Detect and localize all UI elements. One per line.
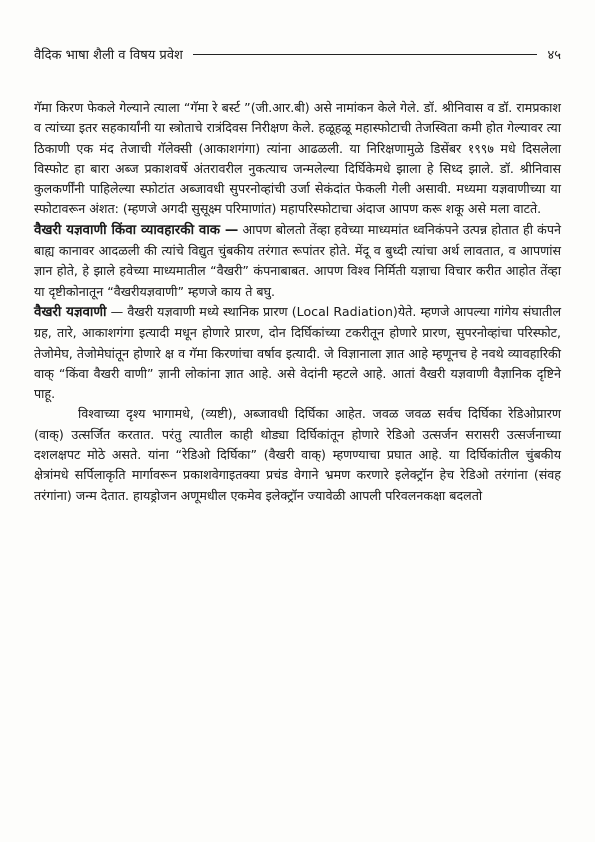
header-title: वैदिक भाषा शैली व विषय प्रवेश [34,48,183,63]
page-number: ४५ [547,48,561,63]
page-body [34,98,561,506]
paragraph-3 [34,302,561,404]
paragraph-2 [34,220,561,302]
paragraph-2-heading: वैखरी यज्ञवाणी किंवा व्यावहारकी वाक — [34,222,239,238]
running-header [34,44,561,64]
paragraph-1: गॅमा किरण फेकले गेल्याने त्याला “गॅमा रे बर्स्ट ”(जी.आर.बी) असे नामांकन केले गेले. डॉ. श्रीनिवास व डॉ. रामप्रकाश व त्यांच्या इतर सहकार्यांनी या स्त्रोताचे रात्रंदिवस निरीक्षण केले. हळूहळू महास्फोटाची तेजस्विता कमी होत गेल्यावर त्या ठिकाणी एक मंद तेजाची गॅलेक्सी (आकाशगंगा) त्यांना आढळली. या निरिक्षणामुळे डिसेंबर १९९७ मधे दिसलेला विस्फोट हा बारा अब्ज प्रकाशवर्षे अंतरावरील नुकत्याच जन्मलेल्या दिर्घिकेमधे झाला हे सिध्द झाले. डॉ. श्रीनिवास कुलकर्णींनी पाहिलेल्या स्फोटांत अब्जावधी सुपरनोव्हांची उर्जा सेकंदांत फेकली गेली असावी. मध्यमा यज्ञवाणीच्या या स्फोटावरून अंशत: (म्हणजे अगदी सुसूक्ष्म परिमाणांत) महापरिस्फोटाचा अंदाज आपण करू शकू असे मला वाटते. [34,100,561,217]
paragraph-2-text: आपण बोलतो तेंव्हा हवेच्या माध्यमांत ध्वनिकंपने उत्पन्न होतात ही कंपने बाह्य कानावर आदळली की त्यांचे विद्युत चुंबकीय तरंगात रूपांतर होते. मेंदू व बुध्दी त्यांचा अर्थ लावतात, व आपणांस ज्ञान होते, हे झाले हवेच्या माध्यमातील “वैखरी” कंपनाबाबत. आपण विश्व निर्मिती यज्ञाचा विचार करीत आहोत तेंव्हा या दृष्टीकोनातून “वैखरीयज्ञवाणी” म्हणजे काय ते बघु. [34,221,561,299]
paragraph-3-heading: वैखरी यज्ञवाणी [34,304,107,320]
paragraph-4: विश्वाच्या दृश्य भागामधे, (व्यष्टी), अब्जावधी दिर्घिका आहेत. जवळ जवळ सर्वच दिर्घिका रेडिओप्रारण (वाक्) उत्सर्जित करतात. परंतु त्यातील काही थोड्या दिर्घिकांतून होणारे रेडिओ उत्सर्जन सरासरी उत्सर्जनाच्या दशलक्षपट मोठे असते. यांना “रेडिओ दिर्घिका” (वैखरी वाक्) म्हणण्याचा प्रघात आहे. या दिर्घिकांतील चुंबकीय क्षेत्रांमधे सर्पिलाकृति मार्गावरून प्रकाशवेगाइतक्या प्रचंड वेगाने भ्रमण करणारे इलेक्ट्रॉन हेच रेडिओ तरंगांना (संवह तरंगांना) जन्म देतात. हायड्रोजन अणूमधील एकमेव इलेक्ट्रॉन ज्यावेळी आपली परिवलनकक्षा बदलतो [34,406,561,503]
header-rule [193,54,538,55]
paragraph-3-text: — वैखरी यज्ञवाणी मध्ये स्थानिक प्रारण (Local Radiation)येते. म्हणजे आपल्या गांगेय संघातील ग्रह, तारे, आकाशगंगा इत्यादी मधून होणारे प्रारण, दोन दिर्घिकांच्या टकरीतून होणारे प्रारण, सुपरनोव्हांचा परिस्फोट, तेजोमेघ, तेजोमेघांतून होणारे क्ष व गॅमा किरणांचा वर्षाव इत्यादी. जे विज्ञानाला ज्ञात आहे म्हणूनच हे नवथे व्यावहारिकी वाक् “किंवा वैखरी वाणी” ज्ञानी लोकांना ज्ञात आहे. असे वेदांनी म्हटले आहे. आतां वैखरी यज्ञवाणी वैज्ञानिक दृष्टिने पाहू. [34,303,561,402]
